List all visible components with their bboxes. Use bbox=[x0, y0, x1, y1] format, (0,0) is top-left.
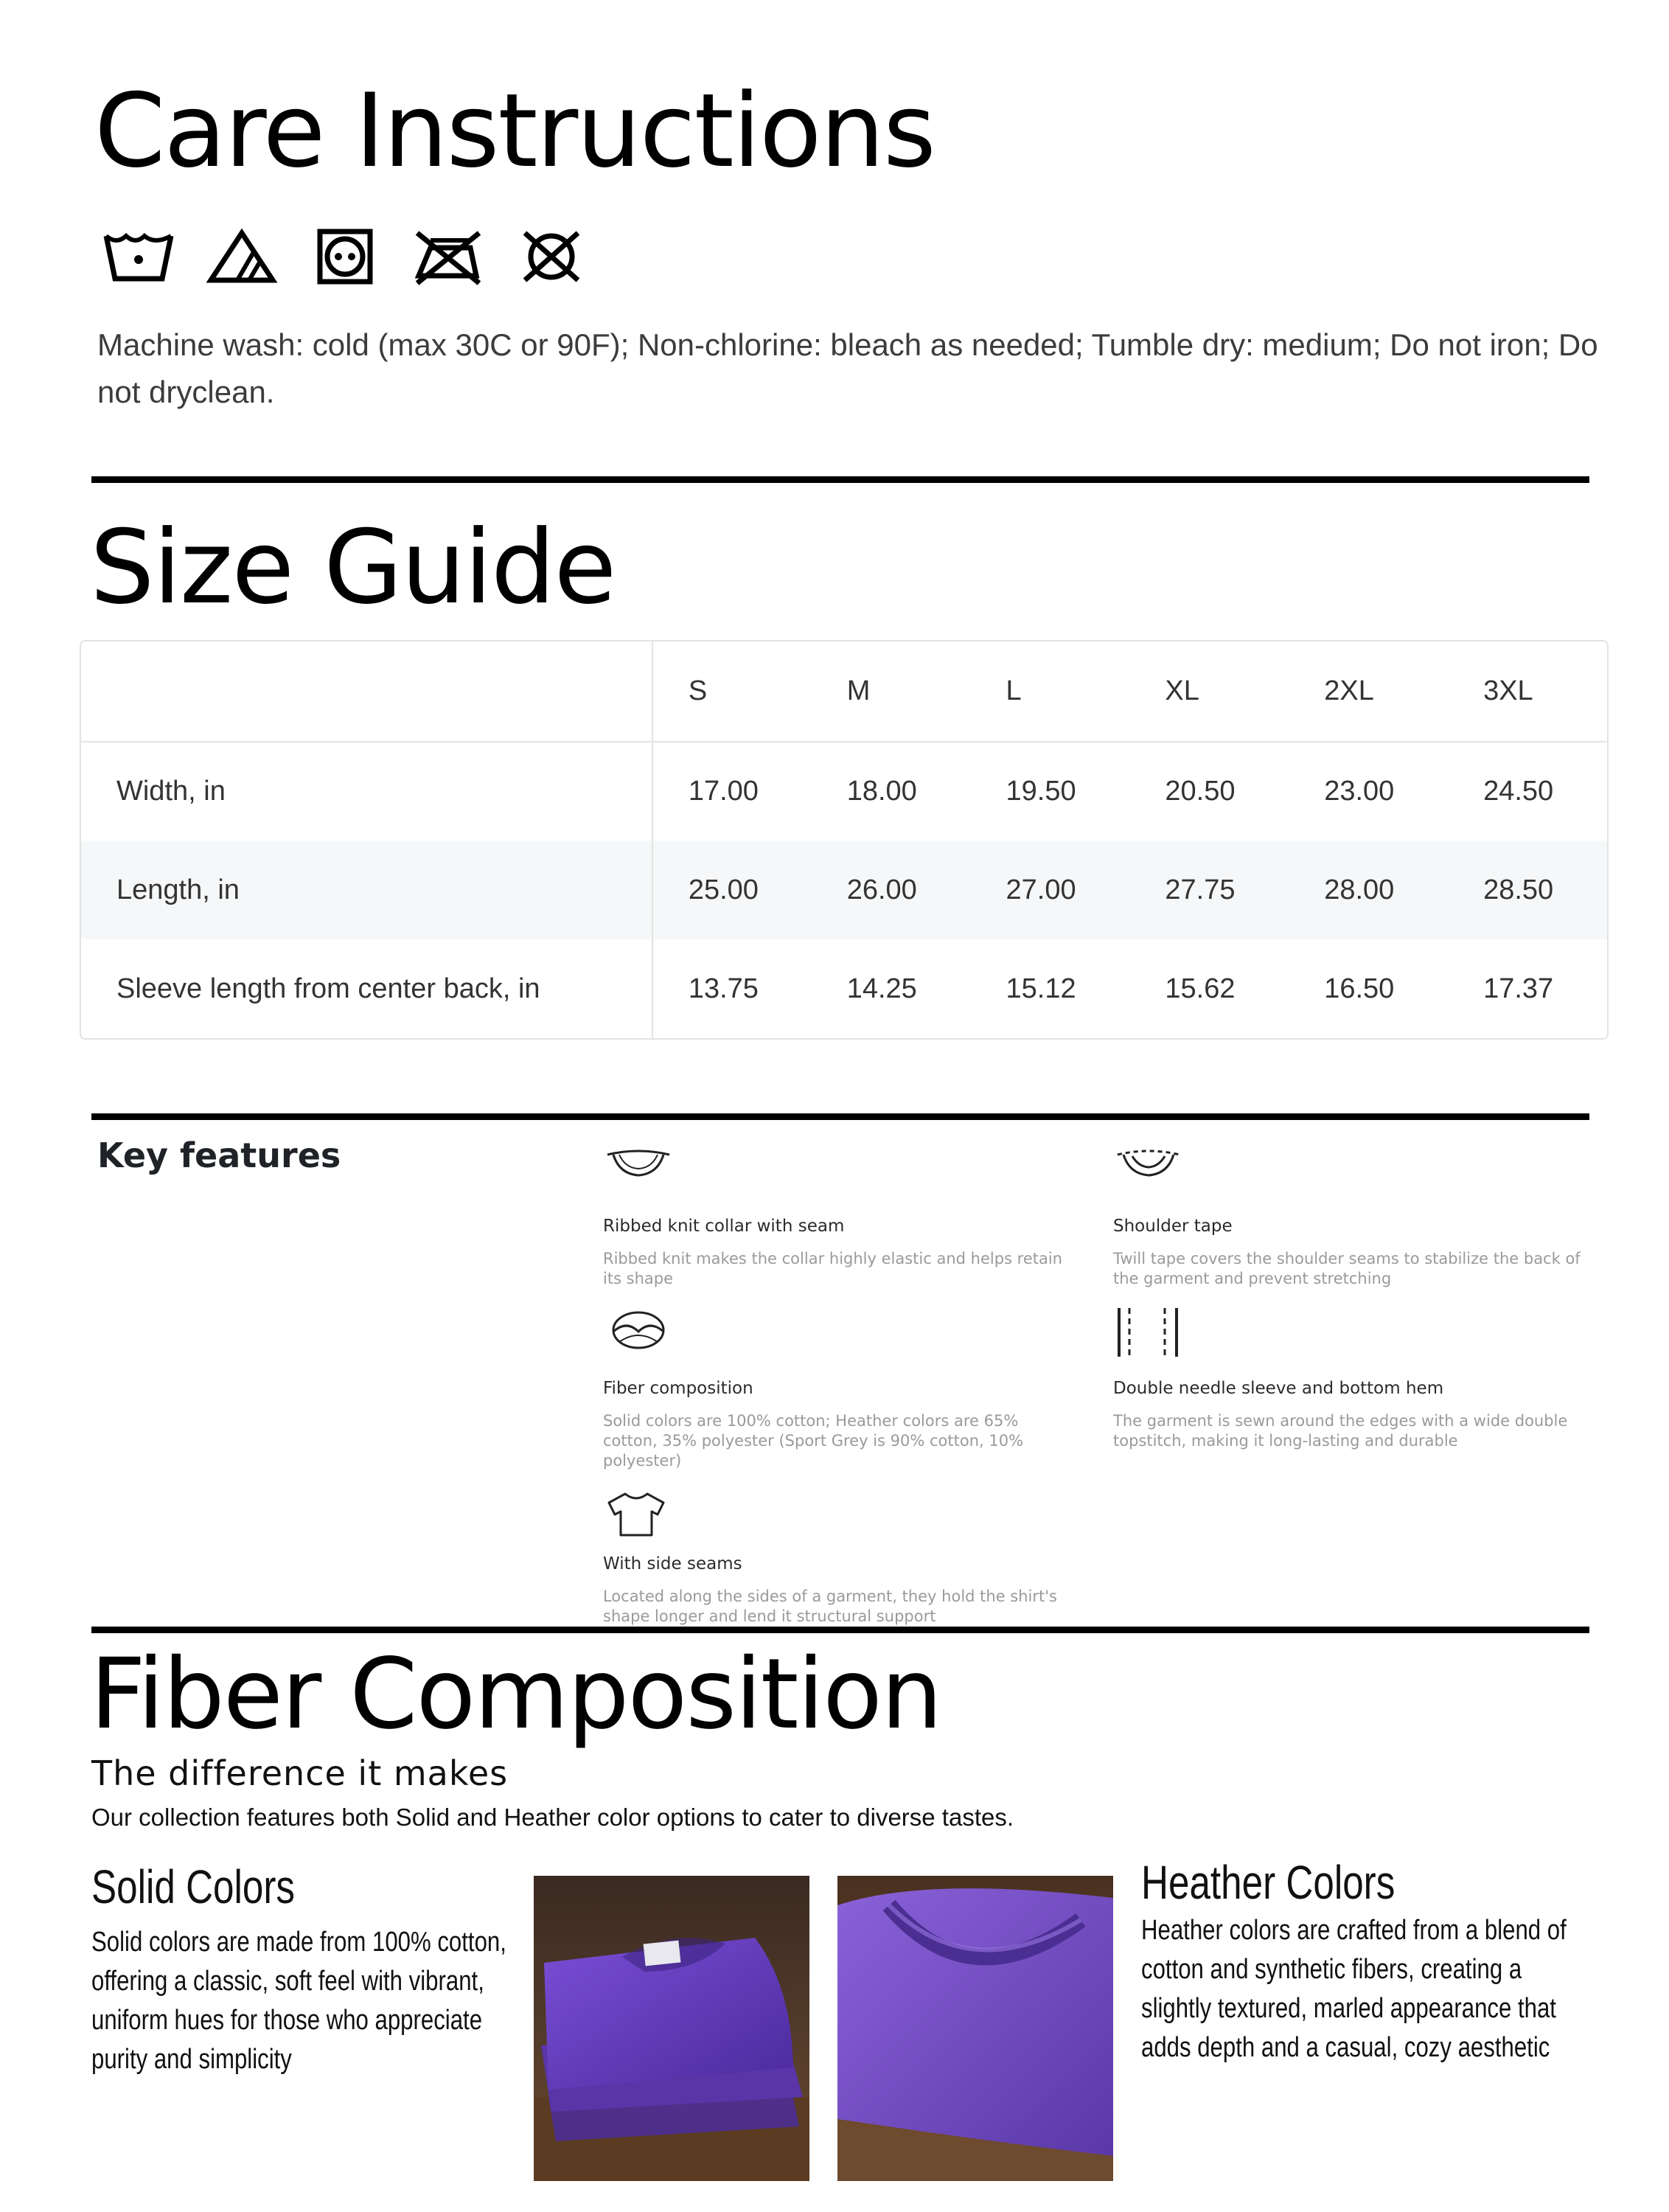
fiber-subtitle: The difference it makes bbox=[91, 1753, 509, 1793]
table-corner bbox=[81, 641, 652, 742]
table-header-row bbox=[81, 641, 1607, 742]
size-col-header: M bbox=[846, 675, 871, 706]
table-cell: 17.37 bbox=[1483, 973, 1554, 1004]
table-cell: 26.00 bbox=[846, 874, 917, 905]
table-cell: 20.50 bbox=[1165, 776, 1236, 807]
feature-title: Double needle sleeve and bottom hem bbox=[1113, 1379, 1444, 1398]
feature-title: Fiber composition bbox=[603, 1379, 753, 1398]
fiber-composition-title: Fiber Composition bbox=[90, 1638, 941, 1751]
size-guide-title: Size Guide bbox=[90, 508, 616, 627]
do-not-dryclean-icon bbox=[515, 227, 588, 286]
table-cell: 13.75 bbox=[688, 973, 759, 1004]
tshirt-icon bbox=[603, 1489, 669, 1538]
feature-item bbox=[603, 1144, 1075, 1289]
solid-colors-text: Solid colors are made from 100% cotton, offering a classic, soft feel with vibrant, uniform hues for those who appreciate purity and simplicity bbox=[91, 1927, 506, 2075]
collar-icon bbox=[603, 1144, 674, 1189]
solid-colors-title: Solid Colors bbox=[91, 1860, 296, 1913]
table-cell: 23.00 bbox=[1324, 776, 1395, 807]
feature-item bbox=[603, 1307, 1075, 1471]
feature-title: Shoulder tape bbox=[1113, 1217, 1233, 1236]
care-title: Care Instructions bbox=[94, 72, 935, 190]
feature-desc: Located along the sides of a garment, they hold the shirt's shape longer and lend it structural support bbox=[603, 1587, 1057, 1625]
table-row bbox=[81, 841, 1607, 939]
row-label: Width, in bbox=[81, 742, 652, 841]
table-cell: 24.50 bbox=[1483, 776, 1554, 807]
size-col-header: 2XL bbox=[1324, 675, 1374, 706]
size-col-header: XL bbox=[1165, 675, 1199, 706]
do-not-iron-icon bbox=[411, 227, 485, 286]
feature-desc: Solid colors are 100% cotton; Heather colors are 65% cotton, 35% polyester (Sport Grey is 90% cotton, 10% polyester) bbox=[603, 1412, 1024, 1470]
row-label: Length, in bbox=[81, 841, 652, 939]
heather-colors-title: Heather Colors bbox=[1141, 1856, 1396, 1909]
divider bbox=[91, 476, 1589, 483]
fiber-icon bbox=[603, 1307, 674, 1358]
non-chlorine-bleach-icon bbox=[205, 227, 279, 286]
divider bbox=[91, 1627, 1589, 1633]
table-cell: 16.50 bbox=[1324, 973, 1395, 1004]
wash-cold-icon bbox=[102, 227, 175, 286]
feature-title: Ribbed knit collar with seam bbox=[603, 1217, 845, 1236]
feature-desc: The garment is sewn around the edges with a wide double topstitch, making it long-lasting and durable bbox=[1113, 1412, 1568, 1450]
heather-colors-text: Heather colors are crafted from a blend of cotton and synthetic fibers, creating a slightly textured, marled appearance that adds depth and a casual, cozy aesthetic bbox=[1141, 1915, 1567, 2063]
table-row bbox=[81, 939, 1607, 1038]
feature-item bbox=[603, 1489, 1075, 1627]
feature-desc: Twill tape covers the shoulder seams to stabilize the back of the garment and prevent stretching bbox=[1113, 1250, 1581, 1287]
table-cell: 15.62 bbox=[1165, 973, 1236, 1004]
size-table bbox=[80, 640, 1609, 1040]
table-cell: 15.12 bbox=[1006, 973, 1076, 1004]
divider bbox=[91, 1113, 1589, 1120]
size-col-header: S bbox=[688, 675, 708, 706]
feature-title: With side seams bbox=[603, 1554, 742, 1573]
table-cell: 19.50 bbox=[1006, 776, 1076, 807]
table-cell: 27.75 bbox=[1165, 874, 1236, 905]
heather-shirt-photo bbox=[837, 1876, 1113, 2181]
table-cell: 28.50 bbox=[1483, 874, 1554, 905]
tumble-dry-medium-icon bbox=[308, 227, 382, 286]
table-cell: 17.00 bbox=[688, 776, 759, 807]
size-col-header: L bbox=[1006, 675, 1022, 706]
care-icons bbox=[102, 227, 588, 286]
table-cell: 25.00 bbox=[688, 874, 759, 905]
size-col-header: 3XL bbox=[1483, 675, 1533, 706]
fiber-intro: Our collection features both Solid and Heather color options to cater to diverse tastes. bbox=[91, 1804, 1014, 1831]
solid-shirt-photo bbox=[534, 1876, 809, 2181]
care-text: Machine wash: cold (max 30C or 90F); Non-chlorine: bleach as needed; Tumble dry: medium; Do not iron; Do not dryclean. bbox=[97, 327, 1598, 409]
double-needle-icon bbox=[1113, 1307, 1194, 1358]
table-cell: 14.25 bbox=[846, 973, 917, 1004]
feature-desc: Ribbed knit makes the collar highly elastic and helps retain its shape bbox=[603, 1250, 1062, 1287]
table-cell: 27.00 bbox=[1006, 874, 1076, 905]
feature-item bbox=[1113, 1144, 1585, 1289]
table-cell: 18.00 bbox=[846, 776, 917, 807]
row-label: Sleeve length from center back, in bbox=[81, 939, 652, 1038]
feature-item bbox=[1113, 1307, 1585, 1451]
table-row bbox=[81, 742, 1607, 841]
shoulder-tape-icon bbox=[1113, 1144, 1184, 1189]
table-cell: 28.00 bbox=[1324, 874, 1395, 905]
key-features-title: Key features bbox=[97, 1135, 341, 1175]
